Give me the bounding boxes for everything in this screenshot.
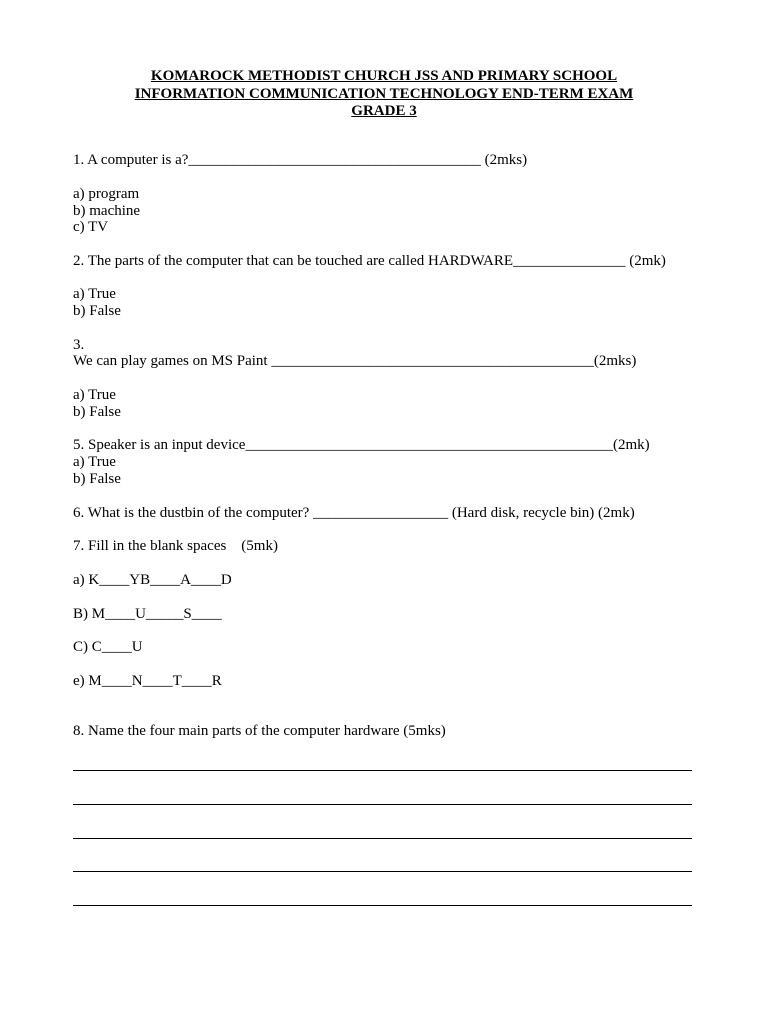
- exam-title: INFORMATION COMMUNICATION TECHNOLOGY END-TERM EXAM: [134, 85, 634, 102]
- question-6: 6. What is the dustbin of the computer? __________________ (Hard disk, recycle bin) (2mk): [73, 505, 635, 521]
- question-3-number: 3.: [73, 337, 85, 353]
- q2-option-b: b) False: [73, 303, 121, 319]
- answer-line-1: [73, 770, 692, 771]
- q5-option-b: b) False: [73, 471, 121, 487]
- question-1: 1. A computer is a?_______________________________________ (2mks): [73, 152, 528, 168]
- question-7: 7. Fill in the blank spaces (5mk): [73, 538, 278, 554]
- answer-line-5: [73, 905, 692, 906]
- q1-option-a: a) program: [73, 186, 140, 202]
- q1-option-b: b) machine: [73, 203, 141, 219]
- question-8: 8. Name the four main parts of the computer hardware (5mks): [73, 723, 446, 739]
- q2-option-a: a) True: [73, 286, 116, 302]
- q3-option-a: a) True: [73, 387, 116, 403]
- answer-line-4: [73, 871, 692, 872]
- grade-label: GRADE 3: [351, 103, 417, 119]
- q7-item-e: e) M____N____T____R: [73, 673, 222, 689]
- q1-option-c: c) TV: [73, 219, 109, 235]
- q3-option-b: b) False: [73, 404, 121, 420]
- question-5: 5. Speaker is an input device_________________________________________________(2mk): [73, 437, 650, 453]
- q5-option-a: a) True: [73, 454, 116, 470]
- exam-header: [0, 68, 768, 121]
- school-name: KOMAROCK METHODIST CHURCH JSS AND PRIMARY SCHOOL: [150, 68, 618, 84]
- question-3: We can play games on MS Paint ___________________________________________(2mks): [73, 353, 637, 369]
- answer-line-3: [73, 838, 692, 839]
- question-2: 2. The parts of the computer that can be touched are called HARDWARE_______________ (2mk): [73, 253, 666, 269]
- q7-item-c: C) C____U: [73, 639, 143, 655]
- q7-item-b: B) M____U_____S____: [73, 606, 222, 622]
- answer-line-2: [73, 804, 692, 805]
- q7-item-a: a) K____YB____A____D: [73, 572, 232, 588]
